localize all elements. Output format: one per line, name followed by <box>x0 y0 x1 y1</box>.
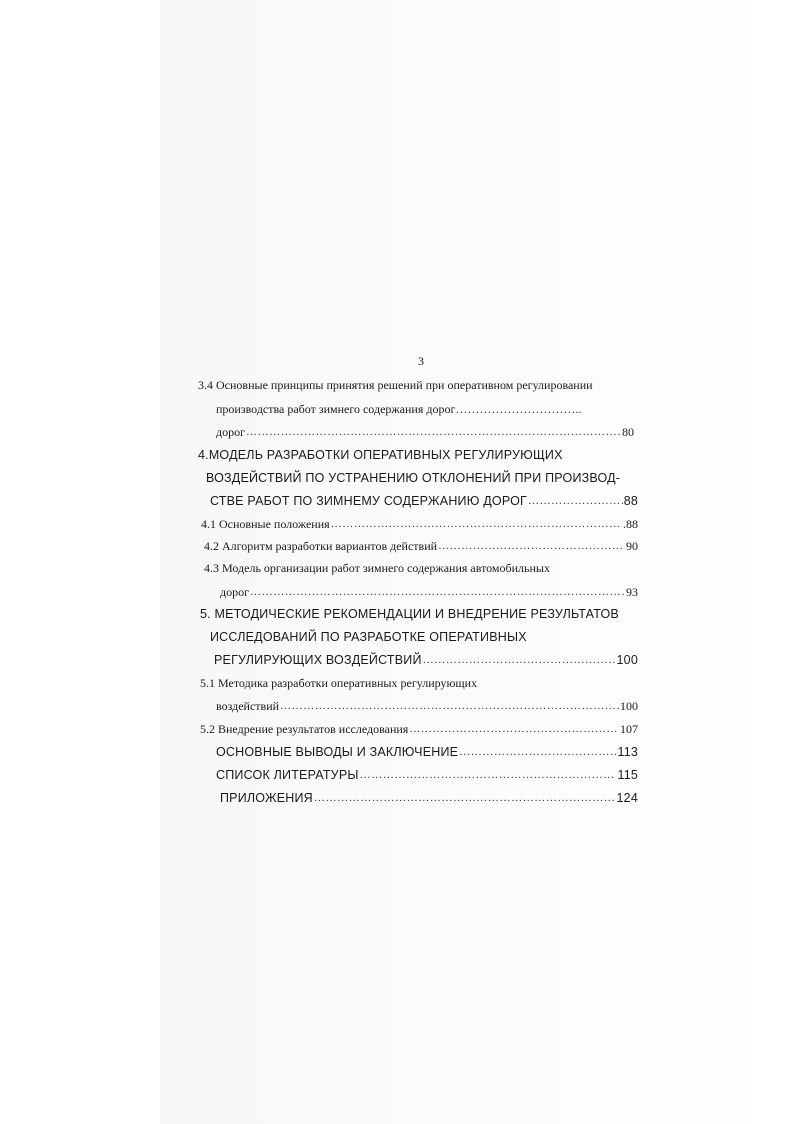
toc-4-line3 <box>210 494 638 508</box>
toc-3-4-line3 <box>216 425 634 439</box>
toc-page-number: 100 <box>616 653 638 667</box>
toc-5-1-line1: 5.1 Методика разработки оперативных регулирующих <box>200 676 478 690</box>
toc-references <box>216 768 638 782</box>
toc-page-number: 113 <box>617 745 638 759</box>
toc-page-number: 100 <box>620 699 638 713</box>
toc-entry-label: 4.2 Алгоритм разработки вариантов действий <box>204 539 438 553</box>
toc-leader-dots <box>528 494 623 508</box>
toc-entry-label: 4.1 Основные положения <box>201 517 330 531</box>
toc-leader-dots <box>409 722 619 736</box>
toc-leader-dots <box>314 791 616 805</box>
toc-entry-label: СПИСОК ЛИТЕРАТУРЫ <box>216 768 359 782</box>
toc-leader-dots <box>250 585 625 599</box>
toc-leader-dots <box>438 539 625 553</box>
toc-page-number: .88 <box>623 517 638 531</box>
toc-4-3-line2 <box>220 585 638 599</box>
toc-3-4-line1: 3.4 Основные принципы принятия решений при оперативном регулировании <box>198 378 593 392</box>
toc-leader-dots <box>331 517 622 531</box>
toc-leader-dots <box>423 653 616 667</box>
toc-4-line1: 4.МОДЕЛЬ РАЗРАБОТКИ ОПЕРАТИВНЫХ РЕГУЛИРУЮЩИХ <box>198 448 563 462</box>
page-number: 3 <box>418 354 424 368</box>
toc-appendices <box>220 791 638 805</box>
toc-entry-label: ПРИЛОЖЕНИЯ <box>220 791 313 805</box>
toc-3-4-line2: производства работ зимнего содержания дорог………………………….. <box>216 402 582 416</box>
toc-page-number: 88 <box>623 494 638 508</box>
toc-4-3-line1: 4.3 Модель организации работ зимнего содержания автомобильных <box>204 561 550 575</box>
toc-4-1 <box>201 517 638 531</box>
toc-page-number: 115 <box>617 768 638 782</box>
toc-4-line2: ВОЗДЕЙСТВИЙ ПО УСТРАНЕНИЮ ОТКЛОНЕНИЙ ПРИ ПРОИЗВОД- <box>206 471 621 485</box>
toc-entry-label: дорог <box>220 585 250 599</box>
toc-entry-label: воздействий <box>216 699 280 713</box>
toc-page-number: 80 <box>622 425 634 439</box>
toc-entry-label: СТВЕ РАБОТ ПО ЗИМНЕМУ СОДЕРЖАНИЮ ДОРОГ <box>210 494 527 508</box>
toc-leader-dots <box>360 768 617 782</box>
toc-4-2 <box>204 539 638 553</box>
toc-5-line1: 5. МЕТОДИЧЕСКИЕ РЕКОМЕНДАЦИИ И ВНЕДРЕНИЕ РЕЗУЛЬТАТОВ <box>200 607 619 621</box>
toc-entry-label: 5.2 Внедрение результатов исследования <box>200 722 409 736</box>
toc-conclusions <box>216 745 638 759</box>
toc-page-number: 107 <box>620 722 638 736</box>
toc-page-number: 124 <box>616 791 638 805</box>
toc-leader-dots <box>459 745 616 759</box>
toc-page-number: 90 <box>626 539 638 553</box>
toc-entry-label: ОСНОВНЫЕ ВЫВОДЫ И ЗАКЛЮЧЕНИЕ <box>216 745 459 759</box>
toc-leader-dots <box>280 699 619 713</box>
toc-leader-dots <box>246 425 621 439</box>
toc-5-2 <box>200 722 638 736</box>
toc-page-number: 93 <box>626 585 638 599</box>
toc-5-1-line2 <box>216 699 638 713</box>
toc-entry-label: дорог <box>216 425 246 439</box>
toc-5-line2: ИССЛЕДОВАНИЙ ПО РАЗРАБОТКЕ ОПЕРАТИВНЫХ <box>210 630 527 644</box>
toc-5-line3 <box>214 653 638 667</box>
toc-entry-label: РЕГУЛИРУЮЩИХ ВОЗДЕЙСТВИЙ <box>214 653 422 667</box>
